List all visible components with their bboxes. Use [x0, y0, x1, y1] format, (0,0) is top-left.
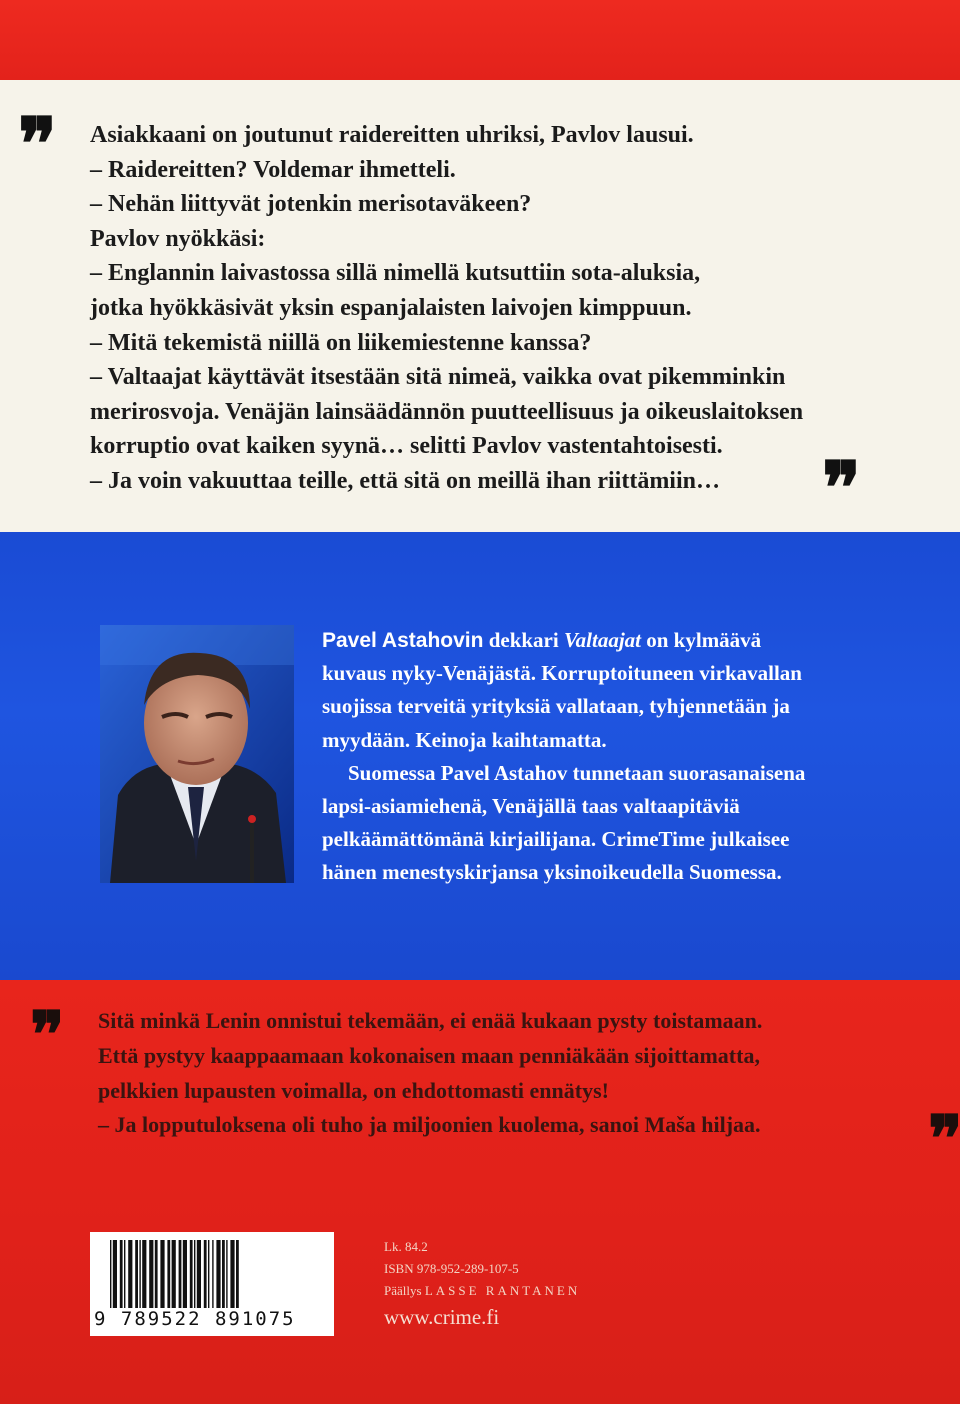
barcode-bar — [212, 1240, 213, 1308]
blurb-line: suojissa terveitä yrityksiä vallataan, tyhjennetään ja — [322, 694, 790, 719]
blurb-line: kuvaus nyky-Venäjästä. Korruptoituneen virkavallan — [322, 661, 802, 686]
barcode-bar — [110, 1240, 111, 1308]
barcode-bar — [172, 1240, 176, 1308]
excerpt-line: – Raidereitten? Voldemar ihmetteli. — [90, 156, 456, 183]
excerpt-line: korruptio ovat kaiken syynä… selitti Pavlov vastentahtoisesti. — [90, 433, 723, 460]
blurb-line: myydään. Keinoja kaihtamatta. — [322, 727, 607, 752]
barcode-bar — [230, 1240, 234, 1308]
barcode-bar — [226, 1240, 227, 1308]
excerpt-line: pelkkien lupausten voimalla, on ehdottomasti ennätys! — [98, 1077, 609, 1103]
blurb-line: lapsi-asiamiehenä, Venäjällä taas valtaapitäviä — [322, 794, 740, 819]
barcode-bar — [190, 1240, 193, 1308]
excerpt-top — [90, 118, 920, 499]
barcode-digits: 9 789522 891075 — [94, 1308, 296, 1330]
barcode-bar — [216, 1240, 220, 1308]
blurb-line: pelkäämättömänä kirjailijana. CrimeTime julkaisee — [322, 827, 790, 852]
excerpt-line: – Ja voin vakuuttaa teille, että sitä on meillä ihan riittämiin… — [90, 467, 720, 494]
excerpt-line: Asiakkaani on joutunut raidereitten uhriksi, Pavlov lausui. — [90, 122, 694, 148]
excerpt-line: jotka hyökkäsivät yksin espanjalaisten laivojen kimppuun. — [90, 294, 692, 321]
blurb-line: hänen menestyskirjansa yksinoikeudella Suomessa. — [322, 860, 782, 885]
barcode-bar — [197, 1240, 201, 1308]
barcode-bar — [183, 1240, 187, 1308]
colophon — [384, 1236, 580, 1332]
excerpt-line: Pavlov nyökkäsi: — [90, 225, 266, 252]
open-quote-icon: ❞ — [30, 998, 59, 1073]
barcode-bar — [128, 1240, 132, 1308]
excerpt-line: – Valtaajat käyttävät itsestään sitä nimeä, vaikka ovat pikemminkin — [90, 364, 786, 391]
barcode-bar — [194, 1240, 195, 1308]
barcode-bar — [167, 1240, 170, 1308]
blurb-first-line — [322, 624, 912, 657]
author-photo — [100, 625, 294, 883]
cover-designer: LASSE RANTANEN — [424, 1283, 581, 1298]
barcode-bar — [179, 1240, 182, 1308]
blurb-text: dekkari — [483, 628, 564, 652]
excerpt-bottom — [98, 1004, 928, 1143]
barcode-bar — [139, 1240, 140, 1308]
barcode-bar — [113, 1240, 117, 1308]
barcode-bar — [149, 1240, 153, 1308]
excerpt-line: – Mitä tekemistä niillä on liikemiestenne kanssa? — [90, 329, 592, 356]
excerpt-line: merirosvoja. Venäjän lainsäädännön puutteellisuus ja oikeuslaitoksen — [90, 398, 804, 425]
cover-credit — [384, 1280, 580, 1302]
isbn: ISBN 978-952-289-107-5 — [384, 1261, 519, 1276]
barcode-bar — [160, 1240, 164, 1308]
book-blurb — [322, 624, 912, 890]
publisher-website: www.crime.fi — [384, 1305, 500, 1329]
barcode-bar — [204, 1240, 207, 1308]
book-title: Valtaajat — [563, 628, 641, 652]
classification: Lk. 84.2 — [384, 1239, 428, 1254]
cover-label: Päällys — [384, 1283, 422, 1298]
author-name: Pavel Astahovin — [322, 629, 484, 652]
excerpt-line: – Nehän liittyvät jotenkin merisotaväkeen? — [90, 191, 532, 218]
open-quote-icon: ❞ — [18, 101, 51, 186]
excerpt-line: – Ja lopputuloksena oli tuho ja miljoonien kuolema, sanoi Maša hiljaa. — [98, 1112, 761, 1138]
flag-stripe-red-top — [0, 0, 960, 80]
close-quote-icon: ❞ — [822, 445, 855, 530]
barcode-bar — [124, 1240, 125, 1308]
barcode-bar — [135, 1240, 138, 1308]
blurb-line: Suomessa Pavel Astahov tunnetaan suorasanaisena — [348, 760, 806, 785]
barcode-bar — [155, 1240, 158, 1308]
excerpt-line: – Englannin laivastossa sillä nimellä kutsuttiin sota-aluksia, — [90, 260, 701, 287]
barcode-bar — [236, 1240, 239, 1308]
excerpt-line: Että pystyy kaappaamaan kokonaisen maan penniäkään sijoittamatta, — [98, 1042, 760, 1068]
barcode-bars-icon — [108, 1240, 316, 1310]
barcode-bar — [208, 1240, 209, 1308]
close-quote-icon: ❞ — [928, 1102, 957, 1177]
barcode-bar — [222, 1240, 225, 1308]
barcode-bar — [142, 1240, 146, 1308]
barcode-bar — [120, 1240, 123, 1308]
excerpt-line: Sitä minkä Lenin onnistui tekemään, ei enää kukaan pysty toistamaan. — [98, 1008, 763, 1033]
isbn-barcode — [90, 1232, 334, 1336]
blurb-text: on kylmäävä — [641, 628, 762, 652]
